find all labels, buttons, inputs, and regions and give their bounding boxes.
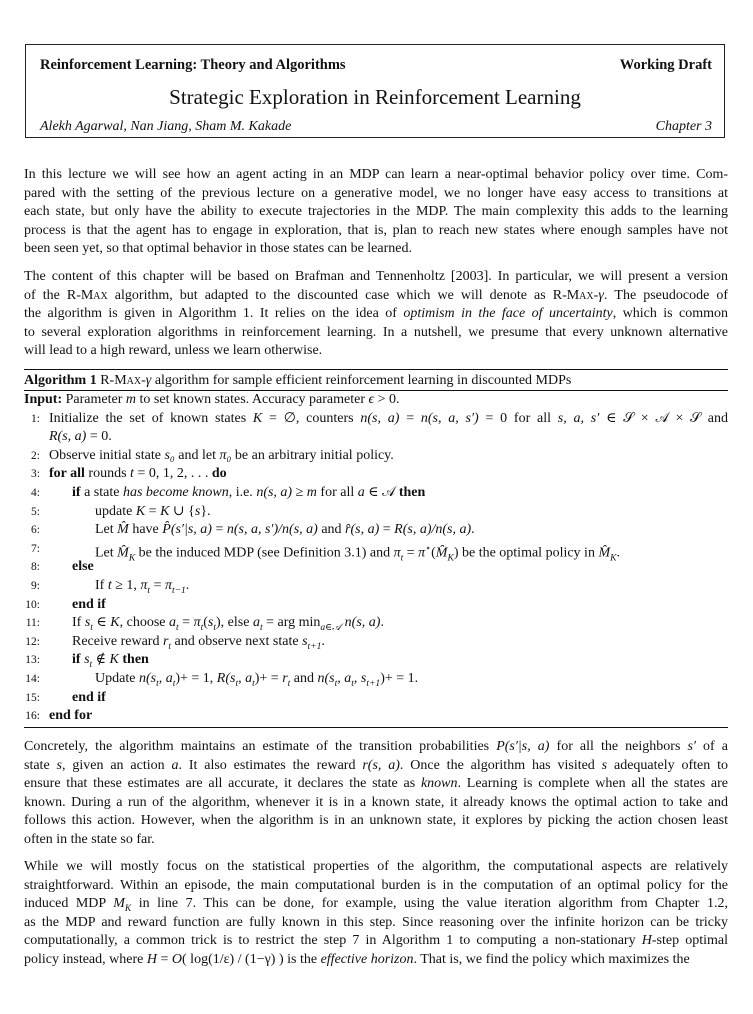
math-or-emphasis: O (171, 951, 183, 967)
text-run: a state (80, 484, 123, 500)
text-run: . (471, 522, 475, 538)
line-number: 3: (31, 468, 40, 481)
text-run: ∪ { (169, 503, 195, 519)
text-line (24, 222, 728, 241)
text-line (24, 268, 728, 287)
text-run: t (147, 585, 151, 596)
math-or-emphasis: a (357, 484, 365, 500)
text-run: t (200, 622, 204, 633)
text-run: = (145, 503, 161, 519)
text-run: K (610, 553, 617, 564)
text-run: The content of this chapter will be based on Brafman and Tennenholtz [2003]. In particular, we will present a version (24, 269, 728, 284)
text-run: = (211, 522, 227, 538)
text-run: ∈ 𝒜 (364, 484, 399, 500)
text-run: end for (49, 708, 93, 724)
line-number: 6: (31, 524, 40, 537)
math-or-emphasis: M (113, 896, 125, 912)
text-run: = (156, 951, 172, 967)
text-run: Max (566, 287, 594, 303)
text-run: = 0 for all (478, 410, 558, 426)
text-run: Let (95, 522, 118, 538)
text-line (24, 858, 728, 877)
text-line (24, 757, 728, 776)
text-run: t (156, 678, 159, 689)
math-or-emphasis: R(s (216, 670, 236, 686)
math-or-emphasis: M̂ (117, 545, 129, 561)
chapter-label: Chapter 3 (655, 119, 712, 134)
math-or-emphasis: K (110, 615, 120, 631)
text-run: if (72, 484, 81, 500)
text-run: ≥ (292, 484, 307, 500)
text-run: = ∅, counters (262, 410, 361, 426)
text-run: computationally, a common trick is to restrict the step 7 in Algorithm 1 to computing a non-stationary (24, 933, 642, 949)
text-run: is the (283, 951, 321, 967)
text-line (24, 877, 728, 896)
text-line (24, 185, 728, 204)
math-or-emphasis: M̂ (435, 545, 448, 561)
text-run: K (124, 903, 132, 914)
text-run: ( (203, 615, 208, 631)
text-run: t+1 (307, 641, 322, 652)
text-run: as the MDP and reward function are fully known in this step. Since reasoning over the infinite horizon can be tricky (24, 914, 728, 930)
text-run: t (176, 622, 179, 633)
text-run: . (185, 577, 190, 593)
text-run: t (259, 622, 263, 633)
text-run: ( (431, 545, 436, 561)
math-or-emphasis: γ (598, 287, 604, 303)
line-number: 9: (31, 579, 40, 592)
algorithm-line (24, 614, 728, 633)
line-content (72, 596, 106, 615)
text-run: t+1 (366, 678, 381, 689)
algorithm-line (24, 503, 728, 522)
math-or-emphasis: , a (337, 670, 352, 686)
line-number: 5: (31, 505, 40, 518)
text-run: t (172, 678, 176, 689)
text-run: K (447, 553, 454, 564)
text-run: Let (95, 545, 118, 561)
text-run: update (95, 503, 136, 519)
math-or-emphasis: K (109, 652, 119, 668)
algorithm-line (24, 670, 728, 689)
algorithm-box (24, 369, 728, 728)
text-run: . (321, 633, 325, 649)
math-or-emphasis: π (193, 615, 201, 631)
text-run: t (90, 622, 93, 633)
text-run: a∈𝒜 (320, 622, 342, 633)
math-or-emphasis: M̂ (598, 545, 611, 561)
line-number: 8: (31, 561, 40, 574)
text-run: ), else (216, 615, 253, 631)
text-run: t (334, 678, 338, 689)
text-line (24, 287, 728, 306)
algorithm-line (24, 651, 728, 670)
math-or-emphasis: H (146, 951, 157, 967)
text-run: the algorithm is given in Algorithm 1. It relies on the idea of (24, 306, 404, 322)
text-run: been seen yet, so that optimal behavior in those states can be learned. (24, 241, 412, 257)
math-or-emphasis: ϵ (368, 392, 375, 407)
math-or-emphasis: s (601, 757, 608, 773)
text-run: K (128, 553, 136, 564)
text-run: else (72, 559, 94, 575)
text-line (24, 166, 728, 185)
math-or-emphasis: π (164, 577, 172, 593)
math-or-emphasis: s (194, 503, 201, 519)
algorithm-input (24, 391, 728, 410)
text-run: Concretely, the algorithm maintains an estimate of the transition probabilities (24, 739, 497, 754)
text-run: - (141, 373, 146, 388)
text-run: have (128, 522, 163, 538)
line-number: 1: (31, 412, 40, 425)
math-or-emphasis: s (84, 652, 90, 668)
math-or-emphasis: s (56, 757, 62, 773)
text-run: = 0. (86, 429, 112, 445)
algorithm-line (24, 540, 728, 564)
algorithm-line (24, 484, 728, 503)
text-run: )+ = 1. (380, 670, 419, 686)
text-run: t (351, 678, 354, 689)
paragraph-intro (24, 166, 728, 259)
text-run: to several exploration algorithms in reinforcement learning. In a nutshell, we presume that every unknown alternative (24, 324, 728, 340)
text-run: t (400, 553, 404, 564)
text-run: If (95, 577, 108, 593)
paragraph-rmax-overview (24, 268, 728, 361)
math-or-emphasis: r (282, 670, 288, 686)
text-run: , given an action (61, 757, 172, 773)
text-line (24, 932, 728, 951)
algorithm-line (24, 577, 728, 596)
text-run: Parameter (62, 392, 126, 407)
text-run: Update (95, 670, 139, 686)
text-run: adequately often to (607, 757, 729, 773)
text-run: In this lecture we will see how an agent acting in an MDP can learn a near-optimal behavior policy over time. Com- (24, 167, 728, 182)
line-number: 2: (31, 449, 40, 462)
math-or-emphasis: K (160, 503, 170, 519)
text-run: algorithm for sample efficient reinforcement learning in discounted MDPs (151, 373, 572, 388)
math-or-emphasis: s, a, s′ (557, 410, 600, 426)
math-or-emphasis: effective horizon (320, 951, 414, 967)
math-or-emphasis: s′ (687, 739, 696, 754)
text-run: t (252, 678, 255, 689)
text-run: t (287, 678, 291, 689)
text-line (24, 240, 728, 259)
text-run: pared with the setting of the previous lecture on a generative model, we no longer have easy access to transitions at (24, 185, 728, 201)
math-or-emphasis: H (641, 933, 652, 949)
text-run: then (398, 484, 426, 500)
math-or-emphasis: R(s, a)/n(s, a) (394, 522, 472, 538)
line-number: 16: (25, 710, 40, 723)
text-run: ∉ (92, 652, 110, 668)
text-run: do (211, 466, 227, 482)
text-run: }. (200, 503, 211, 519)
text-run: -step optimal (651, 933, 728, 949)
text-run: Max (80, 287, 108, 303)
text-run: will lead to a high reward, unless we learn otherwise. (24, 343, 323, 359)
text-run: often in the state so far. (24, 831, 155, 847)
text-run: end if (72, 596, 106, 612)
text-line (24, 342, 728, 361)
text-run: of a (695, 739, 729, 754)
text-run: ( log(1/ε) / (1−γ) ) (182, 951, 284, 967)
algorithm-line (24, 558, 728, 577)
algorithm-line (24, 596, 728, 615)
math-or-emphasis: , s (353, 670, 367, 686)
math-or-emphasis: t (130, 466, 134, 482)
math-or-emphasis: has become known (122, 484, 229, 500)
text-run: . Learning is complete when all the states are (457, 776, 729, 792)
authors: Alekh Agarwal, Nan Jiang, Sham M. Kakade (40, 119, 292, 134)
text-run: state (24, 757, 57, 773)
line-number: 10: (25, 598, 40, 611)
text-run: Algorithm 1 (24, 373, 97, 388)
text-run: of the R- (24, 287, 81, 303)
text-run: . Once the algorithm has visited (399, 757, 602, 773)
text-run: known. During a run of the algorithm, whenever it is in a known state, it already knows the optimal action to take and (24, 794, 728, 810)
algorithm-line (24, 410, 728, 429)
algorithm-line (24, 633, 728, 652)
math-or-emphasis: known (420, 776, 458, 792)
line-content (72, 689, 106, 708)
text-line (24, 203, 728, 222)
math-or-emphasis: optimism in the face of uncertainty (403, 306, 613, 322)
math-or-emphasis: s (302, 633, 308, 649)
math-or-emphasis: π (140, 577, 148, 593)
math-or-emphasis: r (162, 633, 169, 649)
math-or-emphasis: a (169, 615, 177, 631)
text-run: process is that the agent has to engage in exploration, that is, plan to reach new states where enough samples have not (24, 222, 728, 238)
text-run: Input: (24, 392, 63, 407)
text-run: policy instead, where (24, 951, 147, 967)
text-run: = (403, 545, 419, 561)
line-content (72, 558, 94, 577)
text-run: . That is, we find the policy which maximizes the (413, 951, 690, 967)
math-or-emphasis: P(s′|s, a) (496, 739, 550, 754)
text-run: = 0, 1, 2, . . . (133, 466, 212, 482)
text-run: and (290, 670, 318, 686)
text-run: . It also estimates the reward (178, 757, 363, 773)
algorithm-line (24, 707, 728, 726)
math-or-emphasis: π₀ (219, 447, 232, 463)
text-run: . (380, 615, 384, 631)
lecture-header-box (25, 44, 725, 138)
line-content (49, 410, 728, 429)
paragraph-algorithm-description (24, 738, 728, 850)
line-content (49, 428, 112, 447)
line-content (49, 465, 227, 484)
math-or-emphasis: r(s, a) (362, 757, 400, 773)
math-or-emphasis: n(s, a) (256, 484, 293, 500)
lecture-title: Strategic Exploration in Reinforcement Learning (169, 85, 581, 109)
text-run: ⋆ (425, 543, 432, 554)
math-or-emphasis: M̂ (117, 522, 129, 538)
text-run: = (379, 522, 395, 538)
text-run: to set known states. Accuracy parameter (136, 392, 369, 407)
algorithm-lines (24, 410, 728, 726)
text-line (24, 831, 728, 850)
text-run: )+ = 1, (175, 670, 217, 686)
text-run: induced MDP (24, 896, 114, 912)
text-line (24, 951, 728, 970)
text-run: for all the neighbors (549, 739, 688, 754)
text-run: for all (316, 484, 358, 500)
text-run: , i.e. (228, 484, 257, 500)
math-or-emphasis: , a (238, 670, 253, 686)
line-number: 15: (25, 691, 40, 704)
text-run: > 0. (374, 392, 400, 407)
math-or-emphasis: m (306, 484, 317, 500)
math-or-emphasis: γ (145, 373, 152, 388)
line-content (49, 707, 92, 726)
text-run: ∈ (92, 615, 111, 631)
math-or-emphasis: s₀ (164, 447, 175, 463)
text-run: ensure that these estimates are all accurate, it declares the state as (24, 776, 421, 792)
text-run: if (72, 652, 81, 668)
text-run: ) be the optimal policy in (453, 545, 599, 561)
math-or-emphasis: R(s, a) (49, 429, 87, 445)
math-or-emphasis: n(s, a) (360, 410, 400, 426)
algorithm-line (24, 689, 728, 708)
text-run: t (168, 641, 172, 652)
text-line (24, 324, 728, 343)
line-number: 14: (25, 672, 40, 685)
text-line (24, 305, 728, 324)
math-or-emphasis: a (252, 615, 260, 631)
text-run: and let (174, 447, 220, 463)
text-run: Observe initial state (49, 447, 165, 463)
text-run: Initialize the set of known states (49, 410, 253, 426)
text-line (24, 914, 728, 933)
text-line (24, 794, 728, 813)
text-run: end if (72, 689, 106, 705)
text-run: If (72, 615, 85, 631)
text-run: be an arbitrary initial policy. (231, 447, 394, 463)
text-run: = (399, 410, 421, 426)
text-run: and observe next state (171, 633, 303, 649)
text-run: straightforward. Within an episode, the main computational burden is in the computation of an optimal policy for the (24, 877, 728, 893)
line-content (72, 484, 425, 503)
text-run: then (122, 652, 149, 668)
text-run: )+ = (254, 670, 283, 686)
text-run: Max (114, 373, 142, 388)
text-run: , which is common (612, 306, 729, 322)
algorithm-bottom-rule (24, 727, 728, 728)
text-run: algorithm, but adapted to the discounted case which we will denote as R- (107, 287, 567, 303)
text-run: Receive reward (72, 633, 163, 649)
math-or-emphasis: n(s, a) (344, 615, 381, 631)
text-run: - (593, 287, 599, 303)
math-or-emphasis: n(s (138, 670, 157, 686)
line-number: 7: (31, 542, 40, 555)
line-content (95, 503, 211, 522)
math-or-emphasis: m (125, 392, 137, 407)
text-run: R- (96, 373, 115, 388)
text-run: each state, but only have the ability to execute trajectories in the MDP. The main complexity this adds to the learning (24, 204, 728, 220)
draft-status: Working Draft (619, 57, 712, 73)
text-run: t (213, 622, 216, 633)
line-number: 13: (25, 654, 40, 667)
algorithm-line (24, 521, 728, 540)
text-run: be the induced MDP (see Definition 3.1) and (135, 545, 394, 561)
text-run: and (317, 522, 346, 538)
algorithm-line (24, 447, 728, 466)
text-run: = arg min (262, 615, 321, 631)
text-run: t (89, 660, 93, 671)
text-run: = (178, 615, 194, 631)
math-or-emphasis: s (207, 615, 214, 631)
text-run: While we will mostly focus on the statistical properties of the algorithm, the computational aspects are relatively (24, 859, 728, 874)
line-content (95, 521, 475, 540)
line-number: 4: (31, 486, 40, 499)
math-or-emphasis: n(s, a, s′) (420, 410, 479, 426)
text-run: , choose (119, 615, 170, 631)
text-run: t−1 (171, 585, 186, 596)
line-number: 11: (25, 617, 40, 630)
math-or-emphasis: s (84, 615, 91, 631)
text-run: . (616, 545, 620, 561)
algorithm-line (24, 465, 728, 484)
text-run: for all (49, 466, 85, 482)
math-or-emphasis: K (135, 503, 146, 519)
math-or-emphasis: n(s (317, 670, 335, 686)
text-run: . The pseudocode of (603, 287, 728, 303)
text-run: ≥ 1, (111, 577, 141, 593)
text-run: = (150, 577, 165, 593)
text-line (24, 738, 728, 757)
text-run: follows this action. However, when the algorithm is in an unknown state, it explores by picking the action chosen least (24, 813, 728, 829)
math-or-emphasis: π (418, 545, 426, 561)
line-number: 12: (25, 635, 40, 648)
text-run: t (235, 678, 239, 689)
text-run: rounds (84, 466, 131, 482)
line-content (49, 447, 394, 466)
paragraph-computational-aspects (24, 858, 728, 970)
text-run: in line 7. This can be done, for example, using the value iteration algorithm from Chapter 1.2, (131, 896, 728, 912)
math-or-emphasis: n(s, a, s′)/n(s, a) (226, 522, 318, 538)
math-or-emphasis: π (393, 545, 401, 561)
math-or-emphasis: , a (158, 670, 173, 686)
text-line (24, 895, 728, 914)
math-or-emphasis: r̂(s, a) (345, 522, 380, 538)
math-or-emphasis: P̂(s′|s, a) (162, 522, 212, 538)
text-line (24, 812, 728, 831)
text-run: ∈ 𝒮 × 𝒜 × 𝒮 and (599, 410, 728, 426)
math-or-emphasis: t (107, 577, 112, 593)
course-title: Reinforcement Learning: Theory and Algorithms (40, 57, 346, 73)
algorithm-caption (24, 370, 728, 390)
math-or-emphasis: K (252, 410, 263, 426)
math-or-emphasis: a (171, 757, 179, 773)
text-line (24, 775, 728, 794)
input-text (24, 391, 400, 410)
algorithm-line (24, 428, 728, 447)
